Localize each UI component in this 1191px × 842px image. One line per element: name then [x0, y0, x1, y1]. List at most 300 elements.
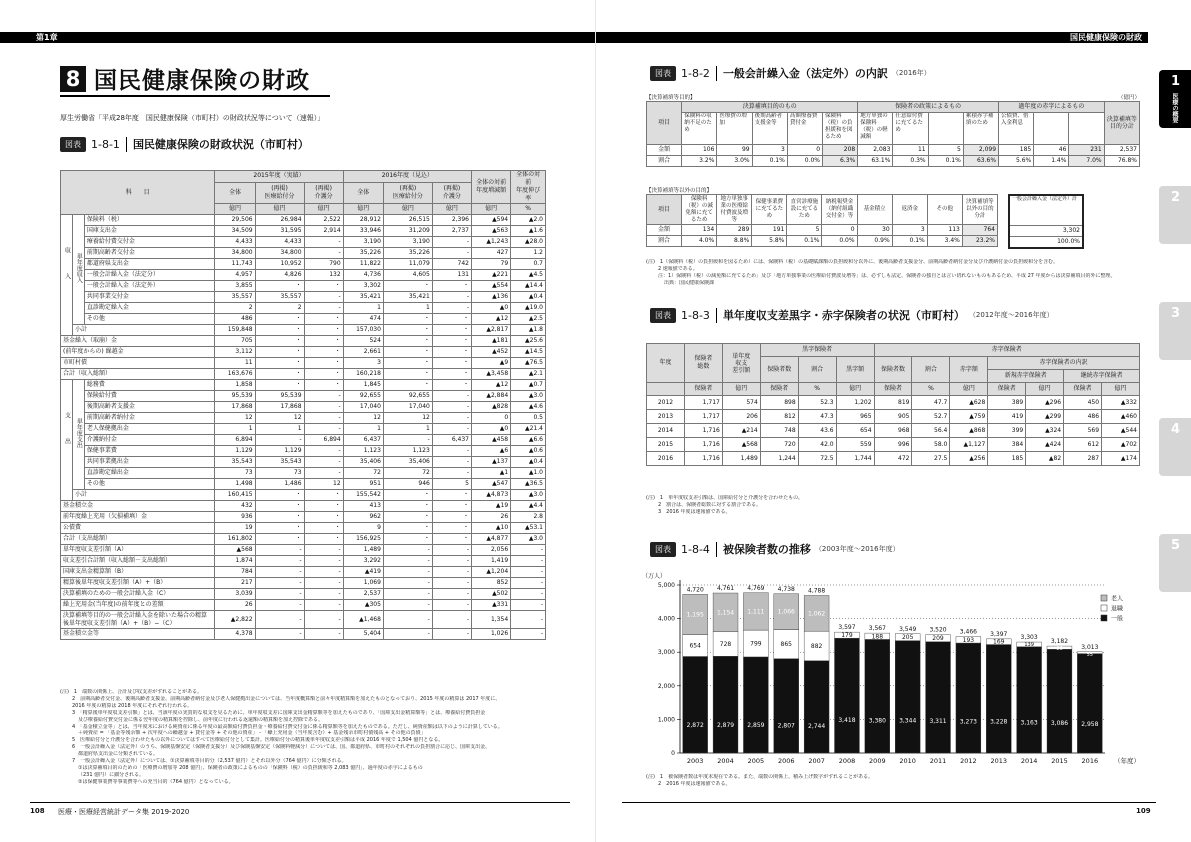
y-tick-label: 4,000 — [657, 615, 675, 623]
table-cell: 1,489 — [722, 452, 760, 466]
table-cell: ▲324 — [1026, 424, 1064, 438]
chapter-tab-5[interactable] — [1159, 534, 1191, 592]
table-cell: - — [304, 556, 343, 567]
x-tick-label: 2012 — [960, 757, 977, 765]
footer-rule-right — [622, 802, 1156, 803]
table-cell: ・ — [255, 512, 304, 523]
table-cell: ▲12 — [472, 314, 511, 325]
figure-heading-1-8-2 — [650, 65, 931, 81]
table-cell: 35,226 — [383, 248, 432, 259]
table-cell: 35,406 — [383, 457, 432, 468]
bar-一般-2011 — [926, 642, 951, 753]
table-cell: - — [511, 578, 546, 589]
table-row — [61, 402, 546, 413]
figure-title: 被保険者数の推移 — [722, 543, 811, 556]
table-row — [61, 468, 546, 479]
unit: 億円 — [255, 204, 304, 215]
table-cell: 47.3 — [798, 410, 836, 424]
col-kaigo: (再掲) 介護分 — [304, 182, 343, 203]
table-cell: 1,354 — [472, 611, 511, 629]
table-cell: ・ — [432, 347, 471, 358]
x-axis-label: （年度） — [1114, 757, 1140, 765]
table-cell: 898 — [760, 396, 798, 410]
table-cell: - — [432, 248, 471, 259]
table-cell: 0.1% — [892, 236, 927, 247]
table-cell: ▲1,204 — [472, 567, 511, 578]
table-cell: 31,595 — [255, 226, 304, 237]
note-line: 2 割合は、保険者総数に対する割合である。 — [658, 501, 762, 508]
figure-heading-1-8-3 — [650, 307, 1054, 323]
table-row — [61, 479, 546, 490]
table-cell: ▲3.0 — [511, 534, 546, 545]
table-cell: 0.7 — [511, 259, 546, 270]
table-cell: 2,537 — [1104, 145, 1139, 156]
bar-value-label: 188 — [871, 633, 884, 641]
table-cell: - — [432, 402, 471, 413]
table-cell: % — [798, 383, 836, 396]
table-cell: - — [432, 424, 471, 435]
section-title: 国民健康保険の財政 — [94, 68, 310, 94]
table-cell: ▲424 — [1026, 438, 1064, 452]
col-2015: 2015年度（実績） — [215, 171, 343, 183]
table-settlement-purpose — [646, 101, 1140, 167]
table-cell: 26 — [472, 512, 511, 523]
table-cell: 一般会計繰入金（法定分） — [84, 270, 214, 281]
table-cell: 524 — [343, 336, 383, 347]
table-cell: 5.6% — [999, 156, 1034, 167]
table-cell: ▲2.1 — [511, 369, 546, 380]
table-cell: 0.5 — [511, 413, 546, 424]
table-cell: ・ — [304, 281, 343, 292]
table-cell: - — [511, 611, 546, 629]
table-cell: ▲1.0 — [511, 468, 546, 479]
tab-number: 1 — [1171, 74, 1181, 89]
table-cell: 472 — [874, 452, 912, 466]
table-cell: 保険者 — [760, 383, 798, 396]
table-row — [61, 457, 546, 468]
table-cell: 決算補填等目的の一般会計繰入金を除いた場合の精算後単年度収支差引額（A）+（B）−（C） — [61, 611, 215, 629]
note-line: 都道府県支出金に分類されている。 — [78, 751, 159, 758]
bar-value-label: 1,066 — [777, 608, 795, 616]
table-cell: 赤字保険者の内訳 — [988, 357, 1140, 370]
table-cell: 決算補填等目的分計 — [1104, 102, 1139, 145]
table-cell: 12 — [343, 413, 383, 424]
note-line: 及び療養給付費交付金に係る翌年度の精算額を控除し、前年度に行われる返還額の精算額を加え控除である。 — [78, 716, 324, 723]
table-cell: ▲76.5 — [511, 358, 546, 369]
table-cell: ▲14.4 — [511, 281, 546, 292]
table-cell: - — [383, 567, 432, 578]
table-cell: 1 — [343, 303, 383, 314]
table-cell: 29,506 — [215, 215, 255, 226]
table-cell: 納税報奨金（納付組織交付金）等 — [822, 195, 857, 225]
table-cell: - — [383, 578, 432, 589]
table-cell: - — [304, 292, 343, 303]
table-row — [61, 369, 546, 380]
table-cell: ▲21.4 — [511, 424, 546, 435]
unit: % — [511, 204, 546, 215]
table-cell: 億円 — [722, 383, 760, 396]
table-cell: 一般会計繰入金（法定外） — [84, 281, 214, 292]
table-cell: 19 — [215, 523, 255, 534]
table-cell: ▲1.6 — [511, 226, 546, 237]
table-cell: 1.4% — [1034, 156, 1069, 167]
table-cell: - — [383, 629, 432, 640]
table-cell: ▲702 — [1102, 438, 1140, 452]
table-cell: 1 — [255, 424, 304, 435]
table-cell: - — [432, 292, 471, 303]
t2a-caption-row — [646, 93, 1140, 101]
bar-value-label: 205 — [901, 634, 914, 642]
unit: 億円 — [432, 204, 471, 215]
section-heading — [60, 62, 310, 95]
bar-value-label: 2,958 — [1081, 721, 1099, 729]
bar-value-label: 3,344 — [899, 717, 917, 725]
notes-1-8-4 — [646, 774, 1140, 788]
table-cell: - — [511, 629, 546, 640]
table-cell: - — [304, 589, 343, 600]
table-cell: 億円 — [1026, 383, 1064, 396]
bar-total-label: 3,303 — [1020, 634, 1038, 642]
figure-year: （2003年度〜2016年度） — [814, 545, 900, 553]
table-cell: 2,914 — [304, 226, 343, 237]
table-cell: 17,868 — [255, 402, 304, 413]
table-cell: 1,744 — [836, 452, 874, 466]
table-cell: ・ — [432, 281, 471, 292]
table-cell: ▲137 — [472, 457, 511, 468]
table-cell: 項目 — [647, 195, 682, 225]
table-cell: 保険者の政策によるもの — [858, 102, 999, 113]
table-cell: 720 — [760, 438, 798, 452]
table-cell: ・ — [304, 523, 343, 534]
table-cell: 100.0% — [1009, 236, 1083, 248]
left-page — [0, 0, 595, 842]
table-cell: 総務費 — [84, 380, 214, 391]
table-cell: ▲460 — [1102, 410, 1140, 424]
table-row — [61, 545, 546, 556]
table-cell: 384 — [988, 438, 1026, 452]
table-cell: ▲14.5 — [511, 347, 546, 358]
table-row — [61, 237, 546, 248]
table-cell: 134 — [682, 225, 717, 236]
table-cell: ・ — [255, 325, 304, 336]
table-cell: ▲544 — [1102, 424, 1140, 438]
table-cell: 前期高齢者納付金 — [84, 413, 214, 424]
table-row — [61, 567, 546, 578]
table-cell: - — [432, 457, 471, 468]
bar-value-label: 96 — [1056, 646, 1063, 653]
table-row — [61, 226, 546, 237]
table-cell: 389 — [988, 396, 1026, 410]
table-cell: 小計 — [72, 490, 214, 501]
table-cell — [1034, 113, 1069, 145]
table-cell: 35,406 — [343, 457, 383, 468]
table-cell: 2,522 — [304, 215, 343, 226]
table-cell: ▲305 — [343, 600, 383, 611]
table-cell: ・ — [383, 534, 432, 545]
x-tick-label: 2005 — [747, 757, 765, 765]
table-cell: 10,952 — [255, 259, 304, 270]
table-cell: ▲4,877 — [472, 534, 511, 545]
table-cell: ・ — [304, 369, 343, 380]
table-cell: その他 — [84, 479, 214, 490]
bar-value-label: 3,418 — [838, 716, 856, 724]
table-cell: 0.1% — [752, 156, 787, 167]
table-cell: 73 — [255, 468, 304, 479]
table-cell: 保険料（税）の減免額に充てるため — [682, 195, 717, 225]
legend-label: 退職 — [1111, 605, 1124, 613]
bar-value-label: 728 — [719, 641, 732, 649]
table-cell: 206 — [722, 410, 760, 424]
table-cell: - — [383, 600, 432, 611]
table-cell: 1,202 — [836, 396, 874, 410]
bar-value-label: 3,311 — [929, 717, 947, 725]
table-cell: ▲547 — [472, 479, 511, 490]
chapter-bar-right — [596, 32, 1148, 43]
chapter-label: 第1章 — [36, 33, 58, 42]
table-cell: 5,404 — [343, 629, 383, 640]
table-cell: ・ — [304, 325, 343, 336]
table-cell: 1,858 — [215, 380, 255, 391]
bar-value-label: 865 — [780, 641, 792, 649]
table-cell: 黒字保険者 — [760, 344, 874, 357]
table-cell: - — [304, 424, 343, 435]
table-cell: 1,069 — [343, 578, 383, 589]
table-cell: 4,957 — [215, 270, 255, 281]
table-cell: 34,509 — [215, 226, 255, 237]
table-cell: ・ — [383, 281, 432, 292]
table-cell: 2 — [255, 303, 304, 314]
chapter-bar — [0, 32, 595, 43]
table-cell — [647, 383, 685, 396]
bar-total-label: 3,567 — [868, 625, 886, 633]
table-cell: - — [432, 611, 471, 629]
table-cell: ・ — [432, 512, 471, 523]
table-cell: ▲1.8 — [511, 325, 546, 336]
table-cell: ▲4,873 — [472, 490, 511, 501]
bar-total-label: 3,597 — [838, 624, 856, 632]
table-cell: 4,433 — [255, 237, 304, 248]
table-cell: 2015 — [647, 438, 685, 452]
table-cell: 156,925 — [343, 534, 383, 545]
table-cell: - — [383, 556, 432, 567]
row-group — [61, 380, 73, 501]
table-cell: 12 — [304, 479, 343, 490]
table-cell: ▲0 — [472, 424, 511, 435]
table-cell: 1 — [343, 424, 383, 435]
bar-value-label: 2,872 — [686, 721, 704, 729]
table-cell: 3,190 — [383, 237, 432, 248]
right-page — [596, 0, 1191, 842]
note-line: 6 一般会計繰入金（法定外）のうち、保険基盤安定（保険者支援分）及び保険基盤安定（保険料軽減分）については、国、都道府県、市町村のそれぞれの負担割合に応じ、国庫支出金、 — [72, 744, 491, 751]
table-cell: - — [255, 589, 304, 600]
table-cell: - — [432, 545, 471, 556]
note-line: 2 2016 年度は速報値である。 — [658, 780, 731, 787]
table-cell: 1 — [383, 303, 432, 314]
table-cell: 過年度の赤字によるもの — [999, 102, 1105, 113]
bar-value-label: 2,807 — [777, 722, 795, 730]
table-cell: 3.4% — [927, 236, 962, 247]
table-cell: ▲2,817 — [472, 325, 511, 336]
tab-number: 2 — [1171, 190, 1181, 205]
y-tick-label: 5,000 — [657, 582, 675, 589]
table-cell: 市町村債 — [61, 358, 215, 369]
table-cell: - — [511, 545, 546, 556]
notes-1-8-3 — [646, 495, 1140, 516]
chapter-tab-2[interactable] — [1159, 186, 1191, 244]
chapter-tab-1[interactable] — [1159, 70, 1191, 128]
table-cell: 5 — [432, 479, 471, 490]
table-cell: 5 — [787, 225, 822, 236]
table-cell: 33,946 — [343, 226, 383, 237]
table-cell: ・ — [255, 369, 304, 380]
table-cell: 185 — [988, 452, 1026, 466]
table-cell: - — [511, 589, 546, 600]
table-cell: 2 — [215, 303, 255, 314]
bar-value-label: 654 — [689, 642, 701, 650]
figure-label: 図表 — [650, 542, 676, 557]
table-cell: - — [304, 629, 343, 640]
table-cell: 191 — [752, 225, 787, 236]
bar-total-label: 3,013 — [1081, 643, 1099, 651]
table-cell: 1,716 — [684, 438, 722, 452]
table-row — [61, 270, 546, 281]
table-cell: 1,244 — [760, 452, 798, 466]
table-cell: ・ — [255, 314, 304, 325]
table-cell: 34,800 — [215, 248, 255, 259]
table-cell: ▲3.0 — [511, 391, 546, 402]
bar-value-label: 2,879 — [716, 721, 735, 729]
table-cell: 高額療養費貸付金 — [787, 113, 822, 145]
row-group-label: 支出 — [63, 412, 71, 464]
figure-number: 1-8-2 — [681, 66, 710, 80]
note-line: (注) 1 端数の関係上、合計及び収支差がずれることがある。 — [60, 689, 203, 695]
table-cell: 8.8% — [717, 236, 752, 247]
table-cell: ▲174 — [1102, 452, 1140, 466]
table-cell: ・ — [304, 380, 343, 391]
table-cell: 163,676 — [215, 369, 255, 380]
table-cell: 23.2% — [962, 236, 997, 247]
table-cell: - — [304, 600, 343, 611]
table-cell: ▲6 — [472, 446, 511, 457]
x-tick-label: 2009 — [869, 757, 886, 765]
table-cell: ・ — [304, 534, 343, 545]
table-cell: その他 — [84, 314, 214, 325]
figure-label: 図表 — [650, 66, 676, 81]
table-cell: 812 — [760, 410, 798, 424]
bar-一般-2012 — [956, 643, 981, 753]
table-cell: ▲2.5 — [511, 314, 546, 325]
table-cell: 2,661 — [343, 347, 383, 358]
table-cell: 559 — [836, 438, 874, 452]
unit: 億円 — [304, 204, 343, 215]
table-cell: 都道府県支出金 — [84, 259, 214, 270]
figure-title: 一般会計繰入金（法定外）の内訳 — [722, 67, 888, 80]
table-cell: ・ — [383, 380, 432, 391]
col-subject: 科 目 — [61, 171, 215, 215]
table-cell: ・ — [432, 336, 471, 347]
table-cell: ▲4.6 — [511, 402, 546, 413]
table-cell: 95,539 — [255, 391, 304, 402]
table-cell: ・ — [383, 314, 432, 325]
table-cell: - — [304, 303, 343, 314]
table-cell: ▲568 — [215, 545, 255, 556]
table-cell: 保険者 総数 — [684, 344, 722, 383]
table-cell: - — [432, 600, 471, 611]
table-cell: 基金積立金 — [61, 501, 215, 512]
table-cell: 11,743 — [215, 259, 255, 270]
table-cell: 72 — [343, 468, 383, 479]
table-cell: 累積赤字補填のため — [963, 113, 998, 145]
y-tick-label: 2,000 — [657, 682, 675, 690]
table-cell: 35,421 — [383, 292, 432, 303]
table-cell: - — [255, 629, 304, 640]
table-row — [61, 281, 546, 292]
table-row — [61, 336, 546, 347]
chapter-tab-3[interactable] — [1159, 302, 1191, 360]
note-line: 注：1）保険料（税）の減免額に充てるため」及び「地方単独事業の医療給付費波及増等」は、必ずしも法定、保険者の独自とは言い切れないものもあるため、平成 27 年度からは決算補填目的外に整理。 — [658, 272, 1116, 279]
figure-year: （2016年） — [891, 69, 931, 77]
table-cell: 12 — [255, 413, 304, 424]
table-cell: 31,209 — [383, 226, 432, 237]
table-cell: - — [255, 578, 304, 589]
table-cell: ▲868 — [950, 424, 988, 438]
table-cell: 56.4 — [912, 424, 950, 438]
table-cell: 161,802 — [215, 534, 255, 545]
table-cell: 保険者 — [874, 383, 912, 396]
tab-number: 4 — [1171, 422, 1181, 437]
table-cell: 58.0 — [912, 438, 950, 452]
table-cell: 一般会計繰入金（法定外）計 — [1009, 195, 1083, 225]
table-cell: ▲1,243 — [472, 237, 511, 248]
table-cell: 1.2 — [511, 248, 546, 259]
unit: 億円 — [383, 204, 432, 215]
table-cell: - — [304, 446, 343, 457]
note-line: ＋純資産 = 「基金等残余額 + 次年度への繰越金 + 貸付金等 + その他の資産」 - 「繰上充用金（当年度含む）+ 基金残余市町村債残高 + その他の負債」 — [78, 730, 426, 737]
table-cell: ▲82 — [1026, 452, 1064, 466]
table-cell: 574 — [722, 396, 760, 410]
table-cell: 公債費 — [61, 523, 215, 534]
table-other-purpose — [646, 194, 998, 247]
chapter-tab-4[interactable] — [1159, 418, 1191, 476]
figure-title: 国民健康保険の財政状況（市町村） — [132, 138, 309, 151]
table-cell: 427 — [472, 248, 511, 259]
table-cell: ・ — [383, 369, 432, 380]
table-cell: - — [304, 457, 343, 468]
table-cell: ▲0.7 — [511, 380, 546, 391]
table-cell: - — [511, 600, 546, 611]
table-row — [61, 325, 546, 336]
table-cell: ▲502 — [472, 589, 511, 600]
table-cell: - — [304, 545, 343, 556]
table-cell: - — [383, 435, 432, 446]
table-cell: 4,826 — [255, 270, 304, 281]
table-cell: ▲19 — [472, 501, 511, 512]
table-cell: 35,226 — [343, 248, 383, 259]
bar-一般-2004 — [713, 656, 738, 753]
note-line: 2 速報値である。 — [658, 265, 698, 272]
table-cell: 2,056 — [472, 545, 511, 556]
table-cell: 17,040 — [343, 402, 383, 413]
table-cell: 946 — [383, 479, 432, 490]
table-row — [61, 215, 546, 226]
bar-value-label: 3,273 — [959, 718, 977, 726]
table-cell: 3,039 — [215, 589, 255, 600]
table-cell: 0 — [787, 145, 822, 156]
bar-total-label: 4,769 — [747, 584, 765, 592]
table-row — [61, 380, 546, 391]
table-cell: 2.8 — [511, 512, 546, 523]
table-cell: - — [432, 567, 471, 578]
